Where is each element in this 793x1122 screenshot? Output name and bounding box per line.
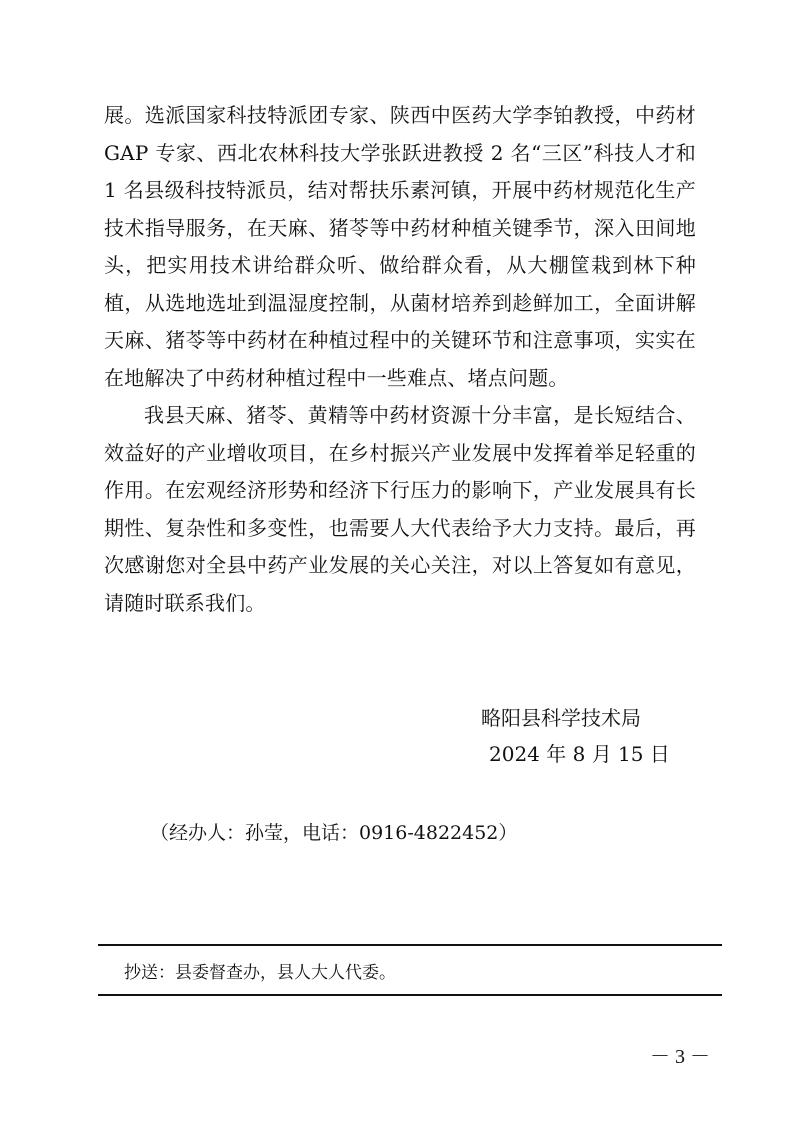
paragraph-continuation: 展。选派国家科技特派团专家、陕西中医药大学李铂教授，中药材 GAP 专家、西北农林科技大学张跃进教授 2 名“三区”科技人才和 1 名县级科技特派员，结对帮扶乐素河镇，开展中药材规范化生产技术指导服务，在天麻、猪苓等中药材种植关键季节，深入田间地头，把实用技术讲给群众听、做给群众看，从大棚筐栽到林下种植，从选地选址到温湿度控制，从菌材培养到趁鲜加工，全面讲解天麻、猪苓等中药材在种植过程中的关键环节和注意事项，实实在在地解决了中药材种植过程中一些难点、堵点问题。: [104, 103, 696, 390]
cc-top-divider: [98, 944, 722, 946]
paragraph-conclusion: 我县天麻、猪苓、黄精等中药材资源十分丰富，是长短结合、效益好的产业增收项目，在乡村振兴产业发展中发挥着举足轻重的作用。在宏观经济形势和经济下行压力的影响下，产业发展具有长期性、复杂性和多变性，也需要人大代表给予大力支持。最后，再次感谢您对全县中药产业发展的关心关注，对以上答复如有意见，请随时联系我们。: [104, 403, 696, 615]
cc-bottom-divider: [98, 994, 722, 996]
signature-organization: 略阳县科学技术局: [481, 706, 641, 730]
body-text: [104, 97, 696, 622]
cc-line: 抄送：县委督查办，县人大人代委。: [124, 963, 396, 983]
contact-info: （经办人：孙莹，电话：0916-4822452）: [150, 822, 518, 844]
signature-date: 2024 年 8 月 15 日: [489, 742, 670, 766]
page-number: － 3 －: [650, 1046, 710, 1068]
